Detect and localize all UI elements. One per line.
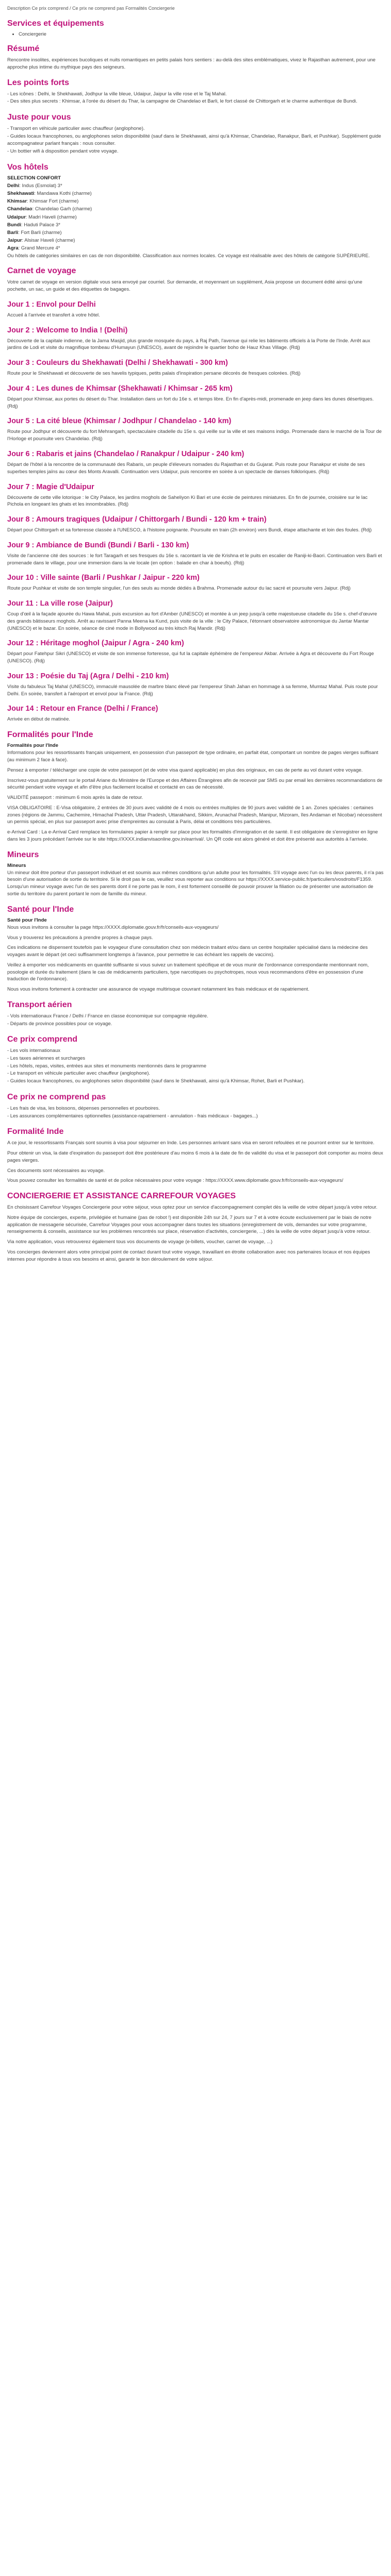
day-title: Jour 4 : Les dunes de Khimsar (Shekhawati / Khimsar - 265 km) [7,384,233,393]
text-line: - Des sites plus secrets : Khimsar, à l'orée du désert du Thar, la campagne de Chandelao et Barli, le fort classé de Chittorgarh et le charme authentique de Bundi. [7,98,357,105]
text-line: - Les hôtels, repas, visites, entrées aux sites et monuments mentionnés dans le programme [7,1063,206,1069]
day-title: Jour 3 : Couleurs du Shekhawati (Delhi / Shekhawati - 300 km) [7,359,228,367]
page [0,0,391,1272]
day-text: Départ pour Chittorgarh et sa forteresse classée à l'UNESCO, à l'histoire poignante. Poursuite en train (2h environ) vers Bundi, étape attachante et loin des foules. (Rdj) [7,527,372,533]
hotel-name: : Mandawa Kothi (charme) [34,191,92,197]
hotel-row [7,229,384,237]
hotel-name: : Fort Barli (charme) [18,230,62,236]
text-line: - Guides locaux francophones, ou anglophones selon disponibilité (sauf dans le Shekhawati, ainsi qu'à Khimsar, Rohet, Barli et Pushkar). [7,1078,305,1084]
day-title: Jour 11 : La ville rose (Jaipur) [7,599,113,608]
points-forts-lines [7,91,384,106]
prix-comprend-lines [7,1047,384,1085]
hotel-row [7,190,384,197]
hotels-selection: SELECTION CONFORT [7,175,61,181]
day-text: Départ de l'hôtel à la rencontre de la communauté des Rabaris, un peuple d'éleveurs nomades du Rajasthan et du Gujarat. Puis route pour Ranakpur et visite de ses superbes temples jaïns au cœur des Monts Aravalli. Continuation vers Udaipur, puis rencontre en soirée à un spectacle de danses folkloriques. (Rdj) [7,462,365,475]
hotel-name: : Madri Haveli (charme) [25,214,77,220]
hotel-name: : Khimsar Fort (charme) [27,198,79,205]
sante-paragraph: Nous vous invitons fortement à contracter une assurance de voyage multirisque couvrant notamment les frais médicaux et de rapatriement. [7,986,309,993]
transport-lines [7,1013,384,1028]
hotel-name: : Haduti Palace 3* [21,222,60,228]
hotel-row [7,205,384,213]
day-text: Route pour Pushkar et visite de son temple singulier, l'un des seuls au monde dédiés à Brahma. Promenade autour du lac sacré et poursuite vers Jaipur. (Rdj) [7,586,351,592]
day-title: Jour 10 : Ville sainte (Barli / Pushkar / Jaipur - 220 km) [7,574,200,582]
formalites-subheading: Formalités pour l'Inde [7,743,58,749]
formalites-heading: Formalités pour l'Inde [7,730,93,740]
description-line: Description Ce prix comprend / Ce prix ne comprend pas Formalités Conciergerie [7,6,175,11]
text-line: - Guides locaux francophones, ou anglophones selon disponibilité (sauf dans le Shekhawati, ainsi qu'à Khimsar, Chandelao, Ranakpur, Barli, et Pushkar). Supplément guide accompagnateur parlant français : nous consulter. [7,133,381,147]
services-list [7,31,384,37]
formalites-paragraph: Pensez à emporter / télécharger une copie de votre passeport (et de votre visa quand applicable) en plus des originaux, en cas de perte au vol durant votre voyage. [7,767,363,773]
text-line: - Les frais de visa, les boissons, dépenses personnelles et pourboires. [7,1105,160,1111]
text-line: - Départs de province possibles pour ce voyage. [7,1021,112,1027]
hotel-row [7,197,384,205]
formalites-paragraph: Informations pour les ressortissants français uniquement, en possession d'un passeport de type ordinaire, en parfait état, comportant un nombre de pages vierges suffisant (au minimum 2 face à face). [7,750,379,763]
hotel-row [7,244,384,252]
mineurs-subheading: Mineurs [7,862,26,868]
prix-ne-comprend-lines [7,1105,384,1120]
hotels-list [7,182,384,253]
hotel-row [7,237,384,244]
formalite-inde-paragraph: Pour obtenir un visa, la date d'expiration du passeport doit être postérieure d'au moins 6 mois à la date de fin de validité du visa et le passeport doit comporter au moins deux pages vierges. [7,1150,383,1163]
text-line: - Vols internationaux France / Delhi / France en classe économique sur compagnie régulière. [7,1013,208,1019]
points-forts-heading: Les points forts [7,78,70,87]
hotel-row [7,182,384,190]
day-title: Jour 9 : Ambiance de Bundi (Bundi / Barli - 130 km) [7,541,189,549]
hotels-note: Ou hôtels de catégories similaires en cas de non disponibilité. Classification aux normes locales. Ce voyage est réalisable avec des hôtels de catégorie SUPÉRIEURE. [7,253,370,259]
services-heading: Services et équipements [7,19,104,28]
text-line: - Les assurances complémentaires optionnelles (assistance-rapatriement - annulation - frais médicaux - bagages...) [7,1113,258,1119]
conciergerie-paragraph: Via notre application, vous retrouverez également tous vos documents de voyage (e-billets, voucher, carnet de voyage, ...) [7,1239,273,1245]
text-line: - Les taxes aériennes et surcharges [7,1056,86,1062]
formalites-paragraph: e-Arrival Card : La e-Arrival Card remplace les formulaires papier à remplir sur place pour les formalités d'immigration et de santé. Il est obligatoire de s'enregistrer en ligne dans les 3 jours précédant l'arrivée sur le site https://XXXX.indianvisaonline.gov.in/earrival/. Un QR code est alors généré et doit être présenté aux autorités à l'arrivée. [7,829,378,842]
hotel-name: : Alsisar Haveli (charme) [22,238,75,244]
hotel-city: Agra [7,245,19,252]
formalite-inde-heading: Formalité Inde [7,1127,64,1136]
day-text: Route pour Jodhpur et découverte du fort Mehrangarh, spectaculaire citadelle du 15e s. qui veille sur la ville et ses maisons indigo. Promenade dans le marché de la Tour de l'Horloge et poursuite vers Chandelao. (Rdj) [7,429,382,442]
mineurs-heading: Mineurs [7,850,39,859]
hotel-city: Chandelao [7,206,32,212]
sante-paragraph: Nous vous invitons à consulter la page https://XXXX.diplomatie.gouv.fr/fr/conseils-aux-voyageurs/ [7,924,219,930]
hotel-name: : Grand Mercure 4* [18,245,60,252]
hotel-city: Barli [7,230,19,236]
formalites-paragraph: VISA OBLIGATOIRE : E-Visa obligatoire, 2 entrées de 30 jours avec validité de 4 mois ou entrées multiples de 90 jours avec validité de 1 an. Zones spéciales : certaines zones (régions de Jammu, Cachemire, Himachal Pradesh, Uttar Pradesh, Uttarakhand, Sikkim, Arunachal Pradesh, Manipur, Mizoram, îles Andaman et Nicobar) nécessitent un permis spécial, en plus sur passeport avec prise d'empreintes au consulat à Paris, délai et conditions très particulières. [7,805,382,825]
hotel-city: Jaipur [7,238,22,244]
list-item: • Conciergerie [19,31,384,37]
formalites-paragraph: Inscrivez-vous gratuitement sur le portail Ariane du Ministère de l'Europe et des Affaires Étrangères afin de recevoir par SMS ou par email les dernières recommandations de sécurité pendant votre voyage et afin d'être plus facilement localisé et contacté en cas de nécessité. [7,777,383,791]
day-text: Accueil à l'arrivée et transfert à votre hôtel. [7,312,100,318]
hotel-city: Delhi [7,182,20,189]
day-text: Visite du fabuleux Taj Mahal (UNESCO), immaculé mausolée de marbre blanc élevé par l'empereur Shah Jahan en hommage à sa femme, Mumtaz Mahal. Puis route pour Delhi. En soirée, transfert à l'aéroport et envol pour la France. (Rdj) [7,683,378,697]
day-title: Jour 14 : Retour en France (Delhi / France) [7,705,158,713]
transport-heading: Transport aérien [7,1000,72,1009]
conciergerie-paragraph: Notre équipe de concierges, experte, privilégiée et humaine (pas de robot !) est disponible 24h sur 24, 7 jours sur 7 et à votre écoute exclusivement par le biais de notre application de messagerie sécurisée, Carrefour Voyages pour vous accompagner dans toutes les situations (enregistrement de vols, demandes sur votre programme, renseignements & conseils, assistance sur les problèmes rencontrés sur place, réservation d'activités, conciergerie, ...) dès la veille de votre départ jusqu'à votre retour. [7,1214,372,1235]
carnet-text: Votre carnet de voyage en version digitale vous sera envoyé par courriel. Sur demande, et moyennant un supplément, Asia propose un document édité ainsi qu'une pochette, un sac, un guide et des étiquettes de bagages. [7,279,363,293]
day-title: Jour 5 : La cité bleue (Khimsar / Jodhpur / Chandelao - 140 km) [7,417,232,426]
hotel-name: : Chandelao Garh (charme) [32,206,92,212]
prix-ne-comprend-heading: Ce prix ne comprend pas [7,1092,106,1101]
hotel-city: Khimsar [7,198,27,205]
hotel-row [7,213,384,221]
formalites-paragraph: VALIDITÉ passeport : minimum 6 mois après la date de retour. [7,795,143,801]
day-text: Découverte de cette ville lotorique : le City Palace, les jardins moghols de Saheliyon Ki Bari et une école de peintures miniatures. En fin de journée, croisière sur le lac Pichola en longeant les ghats et les innombrables. (Rdj) [7,494,368,508]
juste-pour-vous-lines [7,125,384,156]
sante-subheading: Santé pour l'Inde [7,917,47,923]
day-text: Arrivée en début de matinée. [7,716,70,723]
hotel-name: : Indus (Esmolat) 3* [19,182,62,189]
formalite-inde-paragraph: Ces documents sont nécessaires au voyage. [7,1167,105,1174]
sante-heading: Santé pour l'Inde [7,905,74,914]
juste-pour-vous-heading: Juste pour vous [7,113,71,122]
mineurs-text: Un mineur doit être porteur d'un passeport individuel et est soumis aux mêmes conditions qu'un adulte pour les formalités. S'il voyage avec l'un ou les deux parents, il n'a pas besoin d'une autorisation de sortie du territoire. Si le droit pas le cas, veuillez vous reporter aux conditions sur https://XXXX.service-public.fr/particuliers/vosdroits/F1359. Lorsqu'un mineur voyage avec l'un de ses parents dont il ne porte pas le nom, il est fortement conseillé de pouvoir prouver la filiation ou de présenter une autorisation de sortie du territoire du parent portant le nom de famille du mineur. [7,869,384,897]
formalite-inde-paragraph: Vous pouvez consulter les formalités de santé et de police nécessaires pour votre voyage : https://XXXX.www.diplomatie.gouv.fr/fr/conseils-aux-voyageurs/ [7,1178,344,1184]
resume-text: Rencontre insolites, expériences bucoliques et nuits romantiques en petits palais hors sentiers : au-delà des sites emblématiques, vivez le Rajasthan autrement, pour une approche plus intime du mythique pays des seigneurs. [7,57,376,70]
day-title: Jour 13 : Poésie du Taj (Agra / Delhi - 210 km) [7,672,169,680]
sante-paragraph: Veillez à emporter vos médicaments en quantité suffisante si vous suivez un traitement spécifique et de vous munir de l'ordonnance correspondante mentionnant nom, posologie et durée du traitement (dans le cas de médicaments particuliers, type narcotiques ou psychotropes, nous vous recommandons d'être en possession d'une traduction de l'ordonnance). [7,962,369,982]
conciergerie-paragraph: Vos concierges deviennent alors votre principal point de contact durant tout votre voyage, travaillant en étroite collaboration avec nos partenaires locaux et nos équipes internes pour répondre à tous vos besoins et ainsi, garantir le bon déroulement de votre séjour. [7,1249,370,1262]
hotels-heading: Vos hôtels [7,162,48,172]
text-line: - Les icônes : Delhi, le Shekhawati, Jodhpur la ville bleue, Udaipur, Jaipur la ville rose et le Taj Mahal. [7,91,227,97]
day-title: Jour 2 : Welcome to India ! (Delhi) [7,326,128,334]
hotel-city: Shekhawati [7,191,35,197]
day-text: Départ pour Khimsar, aux portes du désert du Thar. Installation dans un fort du 16e s. et temps libre. En fin d'après-midi, promenade en jeep dans les dunes désertiques. (Rdj) [7,396,374,409]
day-text: Coup d'œil à la façade ajourée du Hawa Mahal, puis excursion au fort d'Amber (UNESCO) et montée à un jeep jusqu'à cette majestueuse citadelle du 16e s. chef-d'œuvre des grands bâtisseurs moghols. Arrêt au ravissant Panna Meena ka Kund, puis visite de la ville : le City Palace, l'étonnant observatoire astronomique du Jantar Mantar (UNESCO) et le bazar. En soirée, séance de ciné mode in Bollywood au très kitsch Raj Mandir. (Rdj) [7,611,377,631]
formalite-inde-paragraph: A ce jour, le ressortissants Français sont soumis à visa pour séjourner en Inde. Les personnes arrivant sans visa en seront refoulées et ne pourront entrer sur le territoire. [7,1140,374,1146]
text-line: - Le transport en véhicule particulier avec chauffeur (anglophone). [7,1070,151,1077]
day-title: Jour 12 : Héritage moghol (Jaipur / Agra - 240 km) [7,639,184,648]
day-title: Jour 1 : Envol pour Delhi [7,300,96,309]
hotel-city: Udaipur [7,214,26,220]
text-line: - Transport en véhicule particulier avec chauffeur (anglophone). [7,126,145,132]
day-title: Jour 8 : Amours tragiques (Udaipur / Chittorgarh / Bundi - 120 km + train) [7,515,267,524]
day-text: Départ pour Fatehpur Sikri (UNESCO) et visite de son immense forteresse, qui fut la capitale éphémère de l'empereur Akbar. Arrivée à Agra et découverte du Fort Rouge (UNESCO). (Rdj) [7,651,374,664]
conciergerie-heading: CONCIERGERIE ET ASSISTANCE CARREFOUR VOYAGES [7,1192,236,1201]
hotel-city: Bundi [7,222,21,228]
day-title: Jour 7 : Magie d'Udaipur [7,482,94,491]
sante-paragraph: Ces indications ne dispensent toutefois pas le voyageur d'une consultation chez son médecin traitant et/ou dans un centre hospitalier spécialisé dans la médecine des voyages avant le départ (et ceci suffisamment longtemps à l'avance, pour permettre le cas échéant les rappels de vaccins). [7,945,368,958]
sante-paragraph: Vous y trouverez les précautions à prendre propres à chaque pays. [7,934,153,941]
resume-heading: Résumé [7,44,40,54]
day-title: Jour 6 : Rabaris et jains (Chandelao / Ranakpur / Udaipur - 240 km) [7,450,245,458]
conciergerie-paragraph: En choisissant Carrefour Voyages Conciergerie pour votre séjour, vous optez pour un service d'accompagnement complet dès la veille de votre départ jusqu'à votre retour. [7,1205,378,1211]
day-text: Route pour le Shekhawati et découverte de ses havelis typiques, petits palais d'inspiration persane décorés de fresques colorées. (Rdj) [7,371,301,377]
text-line: - Les vols internationaux [7,1048,60,1054]
carnet-heading: Carnet de voyage [7,266,76,276]
prix-comprend-heading: Ce prix comprend [7,1035,78,1044]
day-text: Visite de l'ancienne cité des sources : le fort Taragarh et ses fresques du 16e s. racontant la vie de Krishna et le puits en escalier de Raniji-ki-Baori. Continuation vers Barli et promenade dans le village, pour une immersion dans la vie locale (en option : balade en char à boeufs). (Rdj) [7,553,382,566]
text-line: - Un bottier wifi à disposition pendant votre voyage. [7,148,119,155]
day-text: Découverte de la capitale indienne, de la Jama Masjid, plus grande mosquée du pays, à Raj Path, l'avenue qui relie les bâtiments officiels à la Porte de l'Inde. Arrêt aux jardins de Lodi et visite du magnifique tombeau d'Humayun (UNESCO), avant de rejoindre le quartier boho de Hauz Khas Village. (Rdj) [7,338,370,351]
hotel-row [7,221,384,229]
